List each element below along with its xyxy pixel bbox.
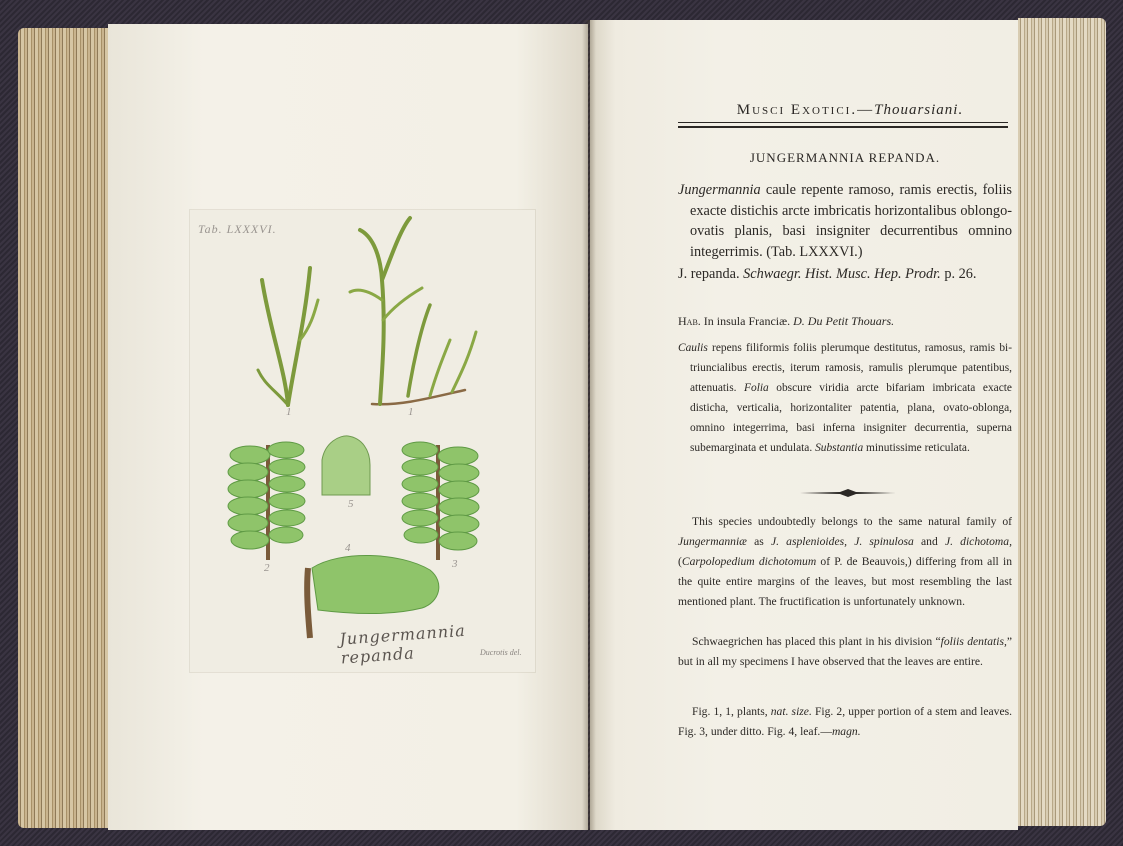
fig5-leaf-detail: [322, 436, 370, 495]
habitat-collector: D. Du Petit Thouars.: [793, 314, 895, 328]
habitat: [678, 314, 1012, 329]
figure-explanation: [678, 702, 1012, 742]
plate-engraver-credit: Ducrotis del.: [480, 648, 522, 657]
synonym-reference: Schwaegr. Hist. Musc. Hep. Prodr.: [743, 266, 941, 282]
running-head-italic: Thouarsiani.: [874, 102, 964, 118]
fig1-plant-right: [350, 218, 476, 404]
p1-text-g: J. dichotoma,: [944, 535, 1013, 548]
running-head: [680, 102, 1020, 119]
diagnosis-genus: Jungermannia: [678, 182, 761, 198]
p1-text-d: J. asplenioides,: [770, 535, 848, 548]
p1-text-a: This species undoubtedly belongs to the same natural family of: [692, 515, 1012, 528]
p1-text-j: of P. de Beauvois,) differing from all in the quite entire margins of the leaves, but most resembling the last mentioned plant. The fructification is unfortunately unknown.: [678, 555, 1012, 608]
species-title: JUNGERMANNIA REPANDA.: [749, 150, 941, 165]
habitat-text: In insula Franciæ.: [703, 314, 791, 328]
left-page-edges: [18, 28, 114, 828]
fig-label-1b: 1: [408, 406, 414, 418]
plate-tab-label: Tab. LXXXVI.: [198, 222, 277, 236]
diagnosis: [678, 180, 1012, 262]
diagnosis-body: caule repente ramoso, ramis erectis, foliis exacte distichis arcte imbricatis horizontalibus oblongo-ovatis planis, basi insigniter decurrentibus omnino integerrimis. (Tab. LXXXVI.): [690, 182, 1012, 260]
fig1-plant-left: [258, 268, 318, 405]
fig-label-3: 3: [452, 558, 458, 570]
desc-part3: minutissime reticulata.: [866, 442, 970, 454]
fig-label-5: 5: [348, 498, 354, 510]
desc-folia: Folia: [744, 382, 769, 394]
head-rule-thick: [678, 126, 1008, 128]
p1-text-i: Carpolopedium dichotomum: [681, 555, 817, 568]
p2-text-a: Schwaegrichen has placed this plant in his division “: [692, 635, 941, 648]
desc-part1: repens filiformis foliis plerumque destitutus, ramosus, ramis bi-triuncialibus erectis, iterum ramosis, ramulis plerumque patentibus, attenuatis.: [690, 342, 1012, 394]
book-gutter: [582, 20, 596, 830]
habitat-label: Hab.: [678, 314, 701, 328]
synonym-prefix: J. repanda.: [678, 266, 740, 282]
p2-text-b: foliis dentatis,: [940, 635, 1007, 648]
p3-text-a: Fig. 1, 1, plants,: [692, 705, 768, 718]
plate-caption: Jungermannia repanda: [338, 620, 467, 668]
synonym: [678, 264, 1012, 285]
section-ornament: [800, 488, 896, 498]
p1-text-c: as: [754, 535, 764, 548]
fig-label-2: 2: [264, 562, 270, 574]
botanical-plate: [190, 210, 535, 672]
desc-part2: obscure viridia arcte bifariam imbricata exacte disticha, verticalia, horizontaliter patentia, plana, ovato-oblonga, omnino integerrima, basi inferna insigniter decurrentia, superna subemarginata et undulata.: [690, 382, 1012, 454]
description: [678, 338, 1012, 458]
p1-text-b: Jungermanniæ: [678, 535, 747, 548]
commentary-paragraph-1: [678, 512, 1012, 612]
plate-illustration: [190, 210, 535, 672]
p3-text-c: Fig. 2, upper portion of a stem and leaves. Fig. 3, under ditto. Fig. 4, leaf.—: [678, 705, 1012, 738]
desc-caulis: Caulis: [678, 342, 708, 354]
synonym-page: p. 26.: [944, 266, 977, 282]
fig2-stem-leaves: [228, 442, 305, 560]
right-page-edges: [1018, 18, 1106, 826]
p1-text-h: (: [678, 555, 682, 568]
p1-text-e: J. spinulosa: [854, 535, 914, 548]
commentary-paragraph-2: [678, 632, 1012, 672]
p2-text-c: ” but in all my specimens I have observed that the leaves are entire.: [678, 635, 1013, 668]
desc-substantia: Substantia: [815, 442, 864, 454]
fig-label-4: 4: [345, 542, 351, 554]
p3-text-d: magn.: [831, 725, 861, 738]
fig-label-1a: 1: [286, 406, 292, 418]
p3-text-b: nat. size.: [770, 705, 812, 718]
running-head-main: Musci Exotici.—: [736, 102, 875, 118]
p1-text-f: and: [921, 535, 938, 548]
fig3-stem-underside: [402, 442, 479, 560]
head-rule-thin: [678, 122, 1008, 123]
